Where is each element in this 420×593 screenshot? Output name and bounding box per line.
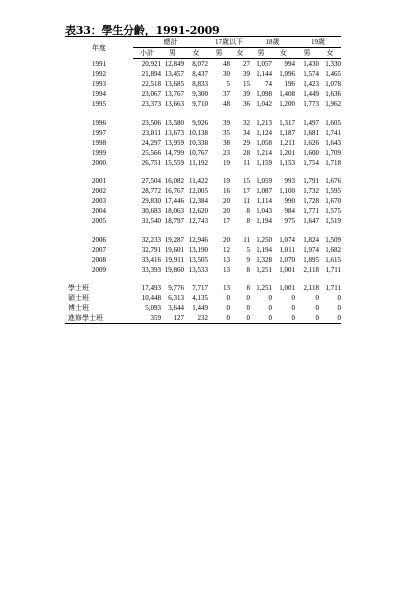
year-cell: 1996 bbox=[92, 118, 106, 127]
value-cell: 39 bbox=[223, 118, 230, 127]
value-cell: 11 bbox=[243, 158, 250, 167]
value-cell: 1,070 bbox=[279, 255, 295, 264]
value-cell: 13,767 bbox=[164, 90, 184, 98]
table-body bbox=[65, 59, 341, 324]
year-cell: 1991 bbox=[92, 59, 106, 68]
year-cell: 2004 bbox=[92, 207, 106, 216]
value-cell: 0 bbox=[268, 304, 272, 313]
value-cell: 1,043 bbox=[256, 207, 272, 216]
value-cell: 1,574 bbox=[303, 70, 319, 78]
value-cell: 16,767 bbox=[164, 187, 184, 196]
value-cell: 1,114 bbox=[256, 197, 272, 206]
value-cell: 13,959 bbox=[164, 138, 184, 147]
value-cell: 22,518 bbox=[141, 80, 161, 88]
value-cell: 0 bbox=[315, 304, 319, 313]
value-cell: 1,098 bbox=[256, 90, 272, 98]
group-header-under-17: 17歲以下 bbox=[208, 37, 250, 48]
value-cell: 48 bbox=[223, 60, 230, 68]
table-row bbox=[65, 283, 341, 293]
value-cell: 8 bbox=[246, 217, 250, 226]
value-cell: 13,533 bbox=[188, 265, 208, 274]
value-cell: 0 bbox=[230, 313, 250, 324]
spacer-cell bbox=[65, 109, 341, 118]
value-cell: 1,250 bbox=[256, 235, 272, 244]
value-cell: 984 bbox=[284, 207, 295, 216]
year-cell: 2009 bbox=[92, 265, 106, 274]
table-row bbox=[65, 245, 341, 255]
value-cell: 8 bbox=[246, 207, 250, 216]
student-age-table bbox=[65, 36, 341, 324]
value-cell: 1,449 bbox=[303, 90, 319, 98]
value-cell: 12,620 bbox=[188, 207, 208, 216]
male-header: 男 bbox=[208, 48, 230, 59]
value-cell: 39 bbox=[243, 90, 250, 98]
value-cell: 1,159 bbox=[256, 158, 272, 167]
value-cell: 1,824 bbox=[303, 235, 319, 244]
value-cell: 11,422 bbox=[189, 177, 208, 186]
value-cell: 3,644 bbox=[168, 304, 184, 313]
value-cell: 10,448 bbox=[141, 294, 161, 303]
year-cell: 2007 bbox=[92, 245, 106, 254]
year-cell: 1993 bbox=[92, 80, 106, 88]
value-cell: 26,751 bbox=[141, 158, 161, 167]
value-cell: 19,860 bbox=[164, 265, 184, 274]
value-cell: 8,072 bbox=[192, 60, 208, 68]
value-cell: 1,895 bbox=[303, 255, 319, 264]
value-cell: 24,297 bbox=[141, 138, 161, 147]
value-cell: 32 bbox=[243, 118, 250, 127]
value-cell: 8 bbox=[246, 284, 250, 293]
value-cell: 1,214 bbox=[256, 148, 272, 157]
year-cell: 1997 bbox=[92, 128, 106, 137]
value-cell: 1,509 bbox=[325, 235, 341, 244]
value-cell: 0 bbox=[337, 294, 341, 303]
spacer-row bbox=[65, 226, 341, 235]
value-cell: 9,710 bbox=[192, 100, 208, 108]
value-cell: 2,118 bbox=[303, 284, 319, 293]
female-header: 女 bbox=[272, 48, 295, 59]
value-cell: 30,683 bbox=[141, 207, 161, 216]
year-cell: 2000 bbox=[92, 158, 106, 167]
value-cell: 0 bbox=[272, 313, 295, 324]
value-cell: 27,504 bbox=[141, 177, 161, 186]
value-cell: 1,317 bbox=[279, 118, 295, 127]
value-cell: 12,384 bbox=[188, 197, 208, 206]
value-cell: 12,849 bbox=[164, 60, 184, 68]
value-cell: 1,328 bbox=[256, 255, 272, 264]
value-cell: 1,153 bbox=[279, 158, 295, 167]
spacer-row bbox=[65, 168, 341, 177]
value-cell: 19,287 bbox=[164, 235, 184, 244]
female-header: 女 bbox=[230, 48, 250, 59]
row-label: 碩士班 bbox=[68, 294, 89, 303]
value-cell: 39 bbox=[243, 70, 250, 78]
group-header-total: 總計 bbox=[133, 37, 208, 48]
value-cell: 11,192 bbox=[189, 158, 208, 167]
row-label: 博士班 bbox=[68, 304, 89, 313]
year-cell: 2005 bbox=[92, 217, 106, 226]
value-cell: 18,063 bbox=[164, 207, 184, 216]
value-cell: 23,506 bbox=[141, 118, 161, 127]
value-cell: 1,011 bbox=[279, 245, 295, 254]
value-cell: 990 bbox=[284, 197, 295, 206]
value-cell: 38 bbox=[223, 138, 230, 147]
value-cell: 34 bbox=[243, 128, 250, 137]
value-cell: 4,135 bbox=[192, 294, 208, 303]
value-cell: 13,457 bbox=[164, 70, 184, 78]
value-cell: 1,519 bbox=[325, 217, 341, 226]
table-row bbox=[65, 99, 341, 109]
value-cell: 975 bbox=[284, 217, 295, 226]
value-cell: 32,791 bbox=[141, 245, 161, 254]
value-cell: 1,647 bbox=[303, 217, 319, 226]
value-cell: 1,194 bbox=[256, 245, 272, 254]
value-cell: 1,096 bbox=[279, 70, 295, 78]
value-cell: 1,643 bbox=[325, 138, 341, 147]
value-cell: 10,338 bbox=[188, 138, 208, 147]
value-cell: 1,732 bbox=[303, 187, 319, 196]
value-cell: 23,811 bbox=[142, 128, 161, 137]
table-row bbox=[65, 79, 341, 89]
value-cell: 1,773 bbox=[303, 100, 319, 108]
value-cell: 1,711 bbox=[325, 265, 341, 274]
value-cell: 32,233 bbox=[141, 235, 161, 244]
year-cell: 1998 bbox=[92, 138, 106, 147]
value-cell: 993 bbox=[284, 177, 295, 186]
value-cell: 0 bbox=[315, 294, 319, 303]
value-cell: 7,717 bbox=[192, 284, 208, 293]
value-cell: 232 bbox=[184, 313, 208, 324]
value-cell: 1,074 bbox=[279, 235, 295, 244]
subtotal-header: 小計 bbox=[133, 48, 161, 59]
value-cell: 29,830 bbox=[141, 197, 161, 206]
value-cell: 9 bbox=[246, 255, 250, 264]
value-cell: 1,974 bbox=[303, 245, 319, 254]
value-cell: 1,791 bbox=[303, 177, 319, 186]
value-cell: 17,446 bbox=[164, 197, 184, 206]
row-label: 學士班 bbox=[68, 284, 89, 293]
value-cell: 23 bbox=[223, 148, 230, 157]
male-header: 男 bbox=[295, 48, 319, 59]
value-cell: 20 bbox=[223, 235, 230, 244]
value-cell: 25,566 bbox=[141, 148, 161, 157]
value-cell: 1,711 bbox=[325, 284, 341, 293]
value-cell: 35 bbox=[223, 128, 230, 137]
table-row bbox=[65, 158, 341, 168]
value-cell: 9,926 bbox=[192, 118, 208, 127]
year-cell: 2003 bbox=[92, 197, 106, 206]
value-cell: 8,833 bbox=[192, 80, 208, 88]
value-cell: 27 bbox=[243, 60, 250, 68]
value-cell: 0 bbox=[250, 313, 272, 324]
year-cell: 2008 bbox=[92, 255, 106, 264]
spacer-cell bbox=[65, 168, 341, 177]
header-row-groups bbox=[65, 37, 341, 48]
value-cell: 13,673 bbox=[164, 128, 184, 137]
table-row bbox=[65, 303, 341, 313]
value-cell: 1,201 bbox=[279, 148, 295, 157]
table-row bbox=[65, 186, 341, 196]
value-cell: 15,559 bbox=[164, 158, 184, 167]
value-cell: 1,251 bbox=[256, 265, 272, 274]
year-cell: 1995 bbox=[92, 100, 106, 108]
value-cell: 1,575 bbox=[325, 207, 341, 216]
value-cell: 29 bbox=[243, 138, 250, 147]
value-cell: 1,001 bbox=[279, 284, 295, 293]
value-cell: 0 bbox=[337, 304, 341, 313]
value-cell: 1,718 bbox=[325, 158, 341, 167]
table-row bbox=[65, 313, 341, 324]
value-cell: 1,670 bbox=[325, 197, 341, 206]
female-header: 女 bbox=[319, 48, 341, 59]
value-cell: 13,663 bbox=[164, 100, 184, 108]
year-cell: 2002 bbox=[92, 187, 106, 196]
value-cell: 5 bbox=[246, 245, 250, 254]
value-cell: 1,408 bbox=[279, 90, 295, 98]
table-row bbox=[65, 89, 341, 99]
value-cell: 359 bbox=[133, 313, 161, 324]
value-cell: 1,600 bbox=[303, 148, 319, 157]
value-cell: 1,449 bbox=[192, 304, 208, 313]
value-cell: 1,754 bbox=[303, 158, 319, 167]
page-title: 表33：學生分齡，1991-2009 bbox=[65, 24, 220, 37]
value-cell: 31,540 bbox=[141, 217, 161, 226]
value-cell: 1,626 bbox=[303, 138, 319, 147]
value-cell: 0 bbox=[226, 294, 230, 303]
table-row bbox=[65, 235, 341, 245]
value-cell: 11 bbox=[243, 197, 250, 206]
table-row bbox=[65, 206, 341, 216]
table-row bbox=[65, 148, 341, 158]
table-row bbox=[65, 293, 341, 303]
value-cell: 1,001 bbox=[279, 265, 295, 274]
value-cell: 12,946 bbox=[188, 235, 208, 244]
value-cell: 15 bbox=[243, 80, 250, 88]
value-cell: 1,682 bbox=[325, 245, 341, 254]
value-cell: 994 bbox=[284, 60, 295, 68]
value-cell: 1,423 bbox=[303, 80, 319, 88]
value-cell: 19,601 bbox=[164, 245, 184, 254]
value-cell: 30 bbox=[223, 70, 230, 78]
value-cell: 37 bbox=[223, 90, 230, 98]
male-header: 男 bbox=[250, 48, 272, 59]
table-row bbox=[65, 59, 341, 70]
value-cell: 1,709 bbox=[325, 148, 341, 157]
value-cell: 0 bbox=[291, 304, 295, 313]
value-cell: 1,771 bbox=[303, 207, 319, 216]
value-cell: 1,144 bbox=[256, 70, 272, 78]
value-cell: 1,124 bbox=[256, 128, 272, 137]
value-cell: 127 bbox=[161, 313, 184, 324]
value-cell: 0 bbox=[226, 304, 230, 313]
value-cell: 18,797 bbox=[164, 217, 184, 226]
row-label: 進修學士班 bbox=[65, 313, 133, 324]
value-cell: 21,894 bbox=[141, 70, 161, 78]
value-cell: 48 bbox=[223, 100, 230, 108]
value-cell: 14,799 bbox=[164, 148, 184, 157]
value-cell: 13,190 bbox=[188, 245, 208, 254]
value-cell: 5,093 bbox=[145, 304, 161, 313]
value-cell: 17 bbox=[243, 187, 250, 196]
male-header: 男 bbox=[161, 48, 184, 59]
value-cell: 33,393 bbox=[141, 265, 161, 274]
table-row bbox=[65, 216, 341, 226]
value-cell: 10,138 bbox=[188, 128, 208, 137]
table-row bbox=[65, 128, 341, 138]
year-cell: 2001 bbox=[92, 177, 106, 186]
value-cell: 13,580 bbox=[164, 118, 184, 127]
value-cell: 1,200 bbox=[279, 100, 295, 108]
value-cell: 1,059 bbox=[256, 177, 272, 186]
value-cell: 19,911 bbox=[165, 255, 184, 264]
value-cell: 20,921 bbox=[141, 60, 161, 68]
value-cell: 17 bbox=[223, 217, 230, 226]
value-cell: 9,300 bbox=[192, 90, 208, 98]
value-cell: 0 bbox=[246, 304, 250, 313]
value-cell: 8,437 bbox=[192, 70, 208, 78]
value-cell: 1,100 bbox=[279, 187, 295, 196]
female-header: 女 bbox=[184, 48, 208, 59]
value-cell: 1,465 bbox=[325, 70, 341, 78]
value-cell: 0 bbox=[319, 313, 341, 324]
value-cell: 1,330 bbox=[325, 60, 341, 68]
value-cell: 1,078 bbox=[325, 80, 341, 88]
value-cell: 1,213 bbox=[256, 118, 272, 127]
value-cell: 0 bbox=[295, 313, 319, 324]
value-cell: 19 bbox=[223, 177, 230, 186]
value-cell: 13 bbox=[223, 265, 230, 274]
spacer-row bbox=[65, 275, 341, 284]
spacer-cell bbox=[65, 226, 341, 235]
value-cell: 16 bbox=[223, 187, 230, 196]
value-cell: 74 bbox=[265, 80, 272, 88]
value-cell: 0 bbox=[246, 294, 250, 303]
value-cell: 1,615 bbox=[325, 255, 341, 264]
value-cell: 23,067 bbox=[141, 90, 161, 98]
value-cell: 1,057 bbox=[256, 60, 272, 68]
value-cell: 1,681 bbox=[303, 128, 319, 137]
value-cell: 0 bbox=[291, 294, 295, 303]
year-header: 年度 bbox=[65, 37, 133, 59]
value-cell: 2,118 bbox=[303, 265, 319, 274]
value-cell: 36 bbox=[243, 100, 250, 108]
value-cell: 1,605 bbox=[325, 118, 341, 127]
table-row bbox=[65, 196, 341, 206]
year-cell: 1992 bbox=[92, 70, 106, 78]
value-cell: 1,741 bbox=[325, 128, 341, 137]
value-cell: 8 bbox=[246, 265, 250, 274]
value-cell: 17,493 bbox=[141, 284, 161, 293]
table-row bbox=[65, 176, 341, 186]
value-cell: 33,416 bbox=[141, 255, 161, 264]
table-row bbox=[65, 69, 341, 79]
value-cell: 12,005 bbox=[188, 187, 208, 196]
value-cell: 0 bbox=[268, 294, 272, 303]
value-cell: 1,194 bbox=[256, 217, 272, 226]
group-header-age-18: 18歲 bbox=[250, 37, 295, 48]
value-cell: 28 bbox=[243, 148, 250, 157]
value-cell: 1,042 bbox=[256, 100, 272, 108]
value-cell: 6,313 bbox=[168, 294, 184, 303]
value-cell: 1,728 bbox=[303, 197, 319, 206]
value-cell: 13 bbox=[223, 255, 230, 264]
value-cell: 9,776 bbox=[168, 284, 184, 293]
table-row bbox=[65, 265, 341, 275]
value-cell: 20 bbox=[223, 207, 230, 216]
value-cell: 196 bbox=[284, 80, 295, 88]
value-cell: 1,636 bbox=[325, 90, 341, 98]
value-cell: 1,087 bbox=[256, 187, 272, 196]
value-cell: 1,211 bbox=[279, 138, 295, 147]
table-row bbox=[65, 118, 341, 128]
value-cell: 10,767 bbox=[188, 148, 208, 157]
spacer-cell bbox=[65, 275, 341, 284]
value-cell: 13,685 bbox=[164, 80, 184, 88]
value-cell: 1,430 bbox=[303, 60, 319, 68]
table-row bbox=[65, 138, 341, 148]
year-cell: 1994 bbox=[92, 90, 106, 98]
value-cell: 5 bbox=[226, 80, 230, 88]
value-cell: 1,058 bbox=[256, 138, 272, 147]
year-cell: 1999 bbox=[92, 148, 106, 157]
value-cell: 13 bbox=[223, 284, 230, 293]
value-cell: 1,497 bbox=[303, 118, 319, 127]
value-cell: 28,772 bbox=[141, 187, 161, 196]
value-cell: 1,251 bbox=[256, 284, 272, 293]
value-cell: 11 bbox=[243, 235, 250, 244]
value-cell: 1,962 bbox=[325, 100, 341, 108]
value-cell: 1,676 bbox=[325, 177, 341, 186]
value-cell: 12,743 bbox=[188, 217, 208, 226]
value-cell: 0 bbox=[208, 313, 230, 324]
group-header-age-19: 19歲 bbox=[295, 37, 341, 48]
value-cell: 13,505 bbox=[188, 255, 208, 264]
spacer-row bbox=[65, 109, 341, 118]
value-cell: 12 bbox=[223, 245, 230, 254]
value-cell: 23,373 bbox=[141, 100, 161, 108]
table-row bbox=[65, 255, 341, 265]
value-cell: 1,187 bbox=[279, 128, 295, 137]
value-cell: 20 bbox=[223, 197, 230, 206]
value-cell: 16,082 bbox=[164, 177, 184, 186]
year-cell: 2006 bbox=[92, 235, 106, 244]
value-cell: 19 bbox=[223, 158, 230, 167]
value-cell: 1,595 bbox=[325, 187, 341, 196]
value-cell: 15 bbox=[243, 177, 250, 186]
